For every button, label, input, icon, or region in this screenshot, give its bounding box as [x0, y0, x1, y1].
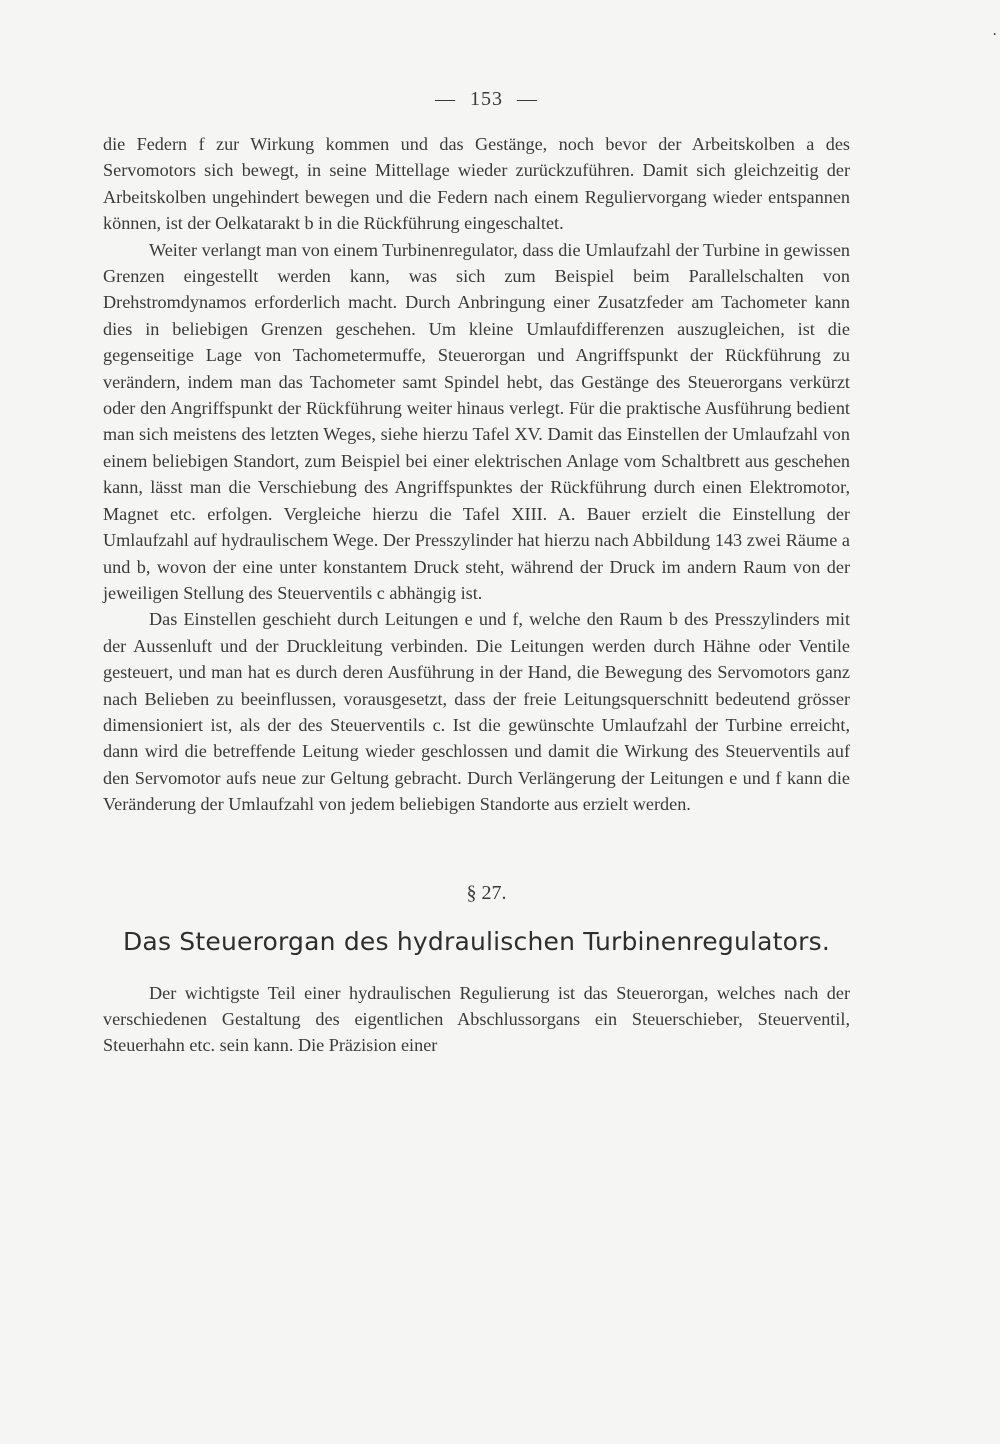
body-text	[103, 131, 850, 818]
page-number	[103, 88, 850, 111]
paragraph: Das Einstellen geschieht durch Leitungen e und f, welche den Raum b des Presszylinders mit der Aussenluft und der Druckleitung verbinden. Die Leitungen werden durch Hähne oder Ventile gesteuert, und man hat es durch deren Ausführung in der Hand, die Bewegung des Servomotors ganz nach Belieben zu beeinflussen, vorausgesetzt, dass der freie Leitungsquerschnitt bedeutend grösser dimensioniert ist, als der des Steuerventils c. Ist die gewünschte Umlaufzahl der Turbine erreicht, dann wird die betreffende Leitung wieder geschlossen und damit die Wirkung des Steuerventils auf den Servomotor aufs neue zur Geltung gebracht. Durch Verlängerung der Leitungen e und f kann die Veränderung der Umlaufzahl von jedem beliebigen Standorte aus erzielt werden.	[103, 609, 850, 815]
page	[103, 88, 850, 1059]
scan-mark: •	[993, 30, 996, 39]
page-number-dash-right: —	[517, 88, 538, 110]
paragraph: Der wichtigste Teil einer hydraulischen Regulierung ist das Steuerorgan, welches nach der verschiedenen Gestaltung des eigentlichen Abschlussorgans ein Steuerschieber, Steuerventil, Steuerhahn etc. sein kann. Die Präzision einer	[103, 982, 850, 1056]
section-body-text	[103, 980, 850, 1059]
paragraph: Weiter verlangt man von einem Turbinenregulator, dass die Umlaufzahl der Turbine in gewissen Grenzen eingestellt werden kann, was sich zum Beispiel beim Parallelschalten von Drehstromdynamos erforderlich macht. Durch Anbringung einer Zusatzfeder am Tachometer kann dies in beliebigen Grenzen geschehen. Um kleine Umlaufdifferenzen auszugleichen, ist die gegenseitige Lage von Tachometermuffe, Steuerorgan und Angriffspunkt der Rückführung zu verändern, indem man das Tachometer samt Spindel hebt, das Gestänge des Steuerorgans verkürzt oder den Angriffspunkt der Rückführung weiter hinaus verlegt. Für die praktische Ausführung bedient man sich meistens des letzten Weges, siehe hierzu Tafel XV. Damit das Einstellen der Umlaufzahl von einem beliebigen Standort, zum Beispiel bei einer elektrischen Anlage vom Schaltbrett aus geschehen kann, lässt man die Verschiebung des Angriffspunktes der Rückführung durch einen Elektromotor, Magnet etc. erfolgen. Vergleiche hierzu die Tafel XIII. A. Bauer erzielt die Einstellung der Umlaufzahl auf hydraulischem Wege. Der Presszylinder hat hierzu nach Abbildung 143 zwei Räume a und b, wovon der eine unter konstantem Druck steht, während der Druck im andern Raum von der jeweiligen Stellung des Steuerventils c abhängig ist.	[103, 239, 850, 603]
section-number: § 27.	[466, 881, 507, 904]
paragraph-continued: die Federn f zur Wirkung kommen und das Gestänge, noch bevor der Arbeitskolben a des Servomotors sich bewegt, in seine Mittellage wieder zurückzuführen. Damit sich gleichzeitig der Arbeitskolben ungehindert bewegen und die Federn nach einem Reguliervorgang wieder entspannen können, ist der Oelkatarakt b in die Rückführung eingeschaltet.	[103, 134, 850, 234]
page-number-dash-left: —	[435, 88, 456, 110]
page-number-value: 153	[470, 88, 503, 110]
section-title: Das Steuerorgan des hydraulischen Turbinenregulators.	[122, 926, 831, 956]
